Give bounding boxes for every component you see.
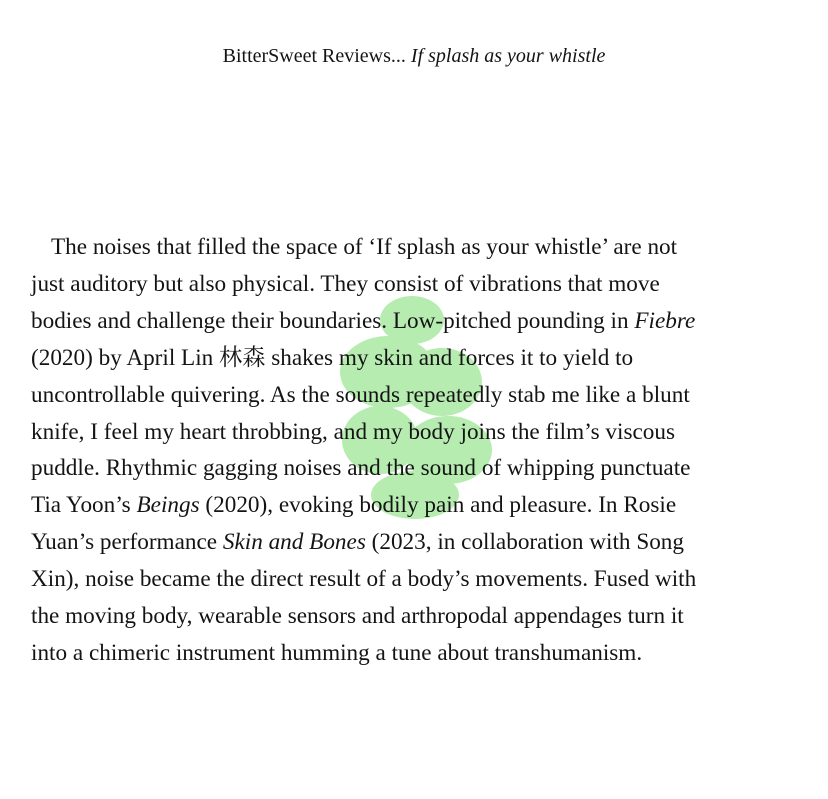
- work-title-fiebre: Fiebre: [634, 307, 696, 334]
- text-line: The noises that filled the space of ‘If splash as your whistle’ are not: [51, 234, 678, 260]
- work-title-skin-and-bones: Skin and Bones: [222, 529, 366, 556]
- text-line: (2020) by April Lin 林森 shakes my skin and forces it to yield to: [31, 344, 634, 371]
- text-line: Yuan’s performance Skin and Bones (2023, in collaboration with Song: [31, 529, 684, 556]
- text-line: puddle. Rhythmic gagging noises and the sound of whipping punctuate: [31, 455, 691, 482]
- header-title: If splash as your whistle: [410, 45, 606, 67]
- text-line: uncontrollable quivering. As the sounds repeatedly stab me like a blunt: [31, 381, 690, 408]
- text-line: the moving body, wearable sensors and arthropodal appendages turn it: [31, 603, 684, 630]
- text-line: Xin), noise became the direct result of a body’s movements. Fused with: [31, 566, 697, 593]
- work-title-beings: Beings: [136, 492, 200, 519]
- text-line: knife, I feel my heart throbbing, and my body joins the film’s viscous: [31, 418, 675, 445]
- header-prefix: BitterSweet Reviews...: [222, 45, 406, 67]
- text-line: just auditory but also physical. They consist of vibrations that move: [31, 270, 660, 297]
- text-line: Tia Yoon’s Beings (2020), evoking bodily pain and pleasure. In Rosie: [31, 492, 677, 519]
- text-line: into a chimeric instrument humming a tune about transhumanism.: [31, 639, 643, 666]
- text-line: bodies and challenge their boundaries. Low-pitched pounding in Fiebre: [31, 307, 696, 334]
- review-paragraph: [31, 229, 821, 672]
- page-header: [0, 42, 828, 70]
